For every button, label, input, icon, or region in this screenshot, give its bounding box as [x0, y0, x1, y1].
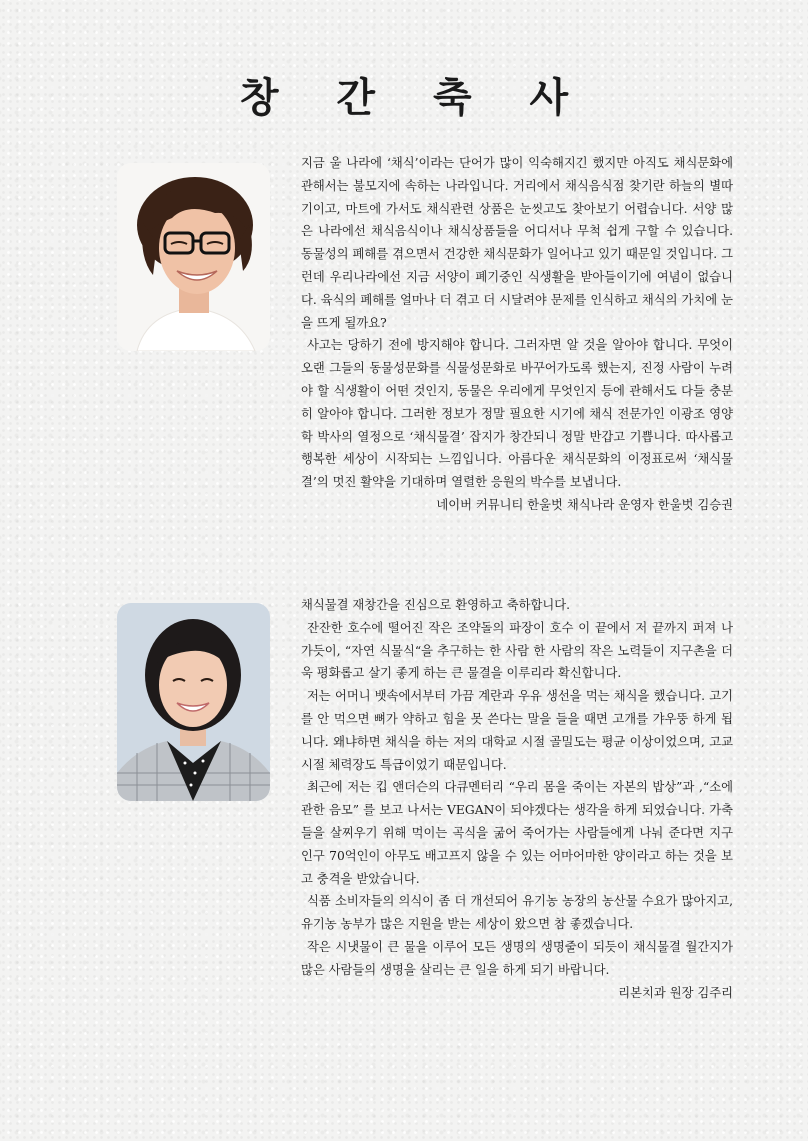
section2-paragraph: 채식물결 재창간을 진심으로 환영하고 축하합니다. [301, 598, 570, 612]
section1-text [301, 152, 733, 517]
section2-paragraph: 작은 시냇물이 큰 물을 이루어 모든 생명의 생명줄이 되듯이 채식물결 월간지가 많은 사람들의 생명을 살리는 큰 일을 하게 되기 바랍니다. [301, 939, 733, 977]
section1-paragraph: 사고는 당하기 전에 방지해야 합니다. 그러자면 알 것을 알아야 합니다. 무엇이 오랜 그들의 동물성문화를 식물성문화로 바꾸어가도록 했는지, 진정 사람이 누려야 할 식생활이 어떤 것인지, 동물은 우리에게 무엇인지 등에 관해서도 다들 충분히 알아야 합니다. 그러한 정보가 정말 필요한 시기에 채식 전문가인 이광조 영양학 박사의 열정으로 ‘채식물결’ 잡지가 창간되니 정말 반갑고 기쁩니다. 따사롭고 행복한 세상이 시작되는 느낌입니다. 아름다운 채식문화의 이정표로써 ‘채식물결’의 멋진 활약을 기대하며 열렬한 응원의 박수를 보냅니다. [301, 338, 733, 490]
page-title: 창 간 축 사 [239, 74, 591, 121]
section2-paragraph: 잔잔한 호수에 떨어진 작은 조약돌의 파장이 호수 이 끝에서 저 끝까지 퍼져 나가듯이, “자연 식물식“을 추구하는 한 사람 한 사람의 작은 노력들이 지구촌을 더욱 평화롭고 살기 좋게 하는 큰 물결을 이루리라 확신합니다. [301, 620, 733, 681]
section2-paragraph: 최근에 저는 킵 앤더슨의 다큐멘터리 “우리 몸을 죽이는 자본의 밥상”과 ,“소에 관한 음모” 를 보고 나서는 VEGAN이 되야겠다는 생각을 하게 되었습니다. 가축들을 살찌우기 위해 먹이는 곡식을 굶어 죽어가는 사람들에게 나눠 준다면 지구 인구 70억인이 아무도 배고프지 않을 수 있는 어마어마한 양이라고 하는 것을 보고 충격을 받았습니다. [301, 780, 733, 886]
woman-portrait-photo [117, 603, 270, 801]
section2-paragraph: 저는 어머니 뱃속에서부터 가끔 계란과 우유 생선을 먹는 채식을 했습니다. 고기를 안 먹으면 뼈가 약하고 힘을 못 쓴다는 말을 들을 때면 고개를 갸우뚱 하게 됩니다. 왜냐하면 채식을 하는 저의 대학교 시절 골밀도는 평균 이상이었으며, 고교시절 체력장도 특급이었기 때문입니다. [301, 689, 733, 772]
section2-text [301, 594, 733, 1004]
section2-signature: 리본치과 원장 김주리 [618, 985, 733, 1000]
section1-paragraph: 지금 울 나라에 ‘채식’이라는 단어가 많이 익숙해지긴 했지만 아직도 채식문화에 관해서는 불모지에 속하는 나라입니다. 거리에서 채식음식점 찾기란 하늘의 별따기이고, 마트에 가서도 채식관련 상품은 눈씻고도 찾아보기 어렵습니다. 서양 많은 나라에선 채식음식이나 채식상품들을 어디서나 무척 쉽게 구할 수 있습니다. 동물성의 폐해를 겪으면서 건강한 채식문화가 일어나고 있기 때문일 것입니다. 그런데 우리나라에선 지금 서양이 폐기중인 식생활을 받아들이기에 여념이 없습니다. 육식의 폐해를 얼마나 더 겪고 더 시달려야 문제를 인식하고 채식의 가치에 눈을 뜨게 될까요? [301, 156, 733, 330]
section1-signature: 네이버 커뮤니티 한울벗 채식나라 운영자 한울벗 김승권 [436, 497, 733, 512]
man-portrait-photo [117, 163, 270, 351]
section2-paragraph: 식품 소비자들의 의식이 좀 더 개선되어 유기농 농장의 농산물 수요가 많아지고, 유기농 농부가 많은 지원을 받는 세상이 왔으면 참 좋겠습니다. [301, 894, 733, 932]
